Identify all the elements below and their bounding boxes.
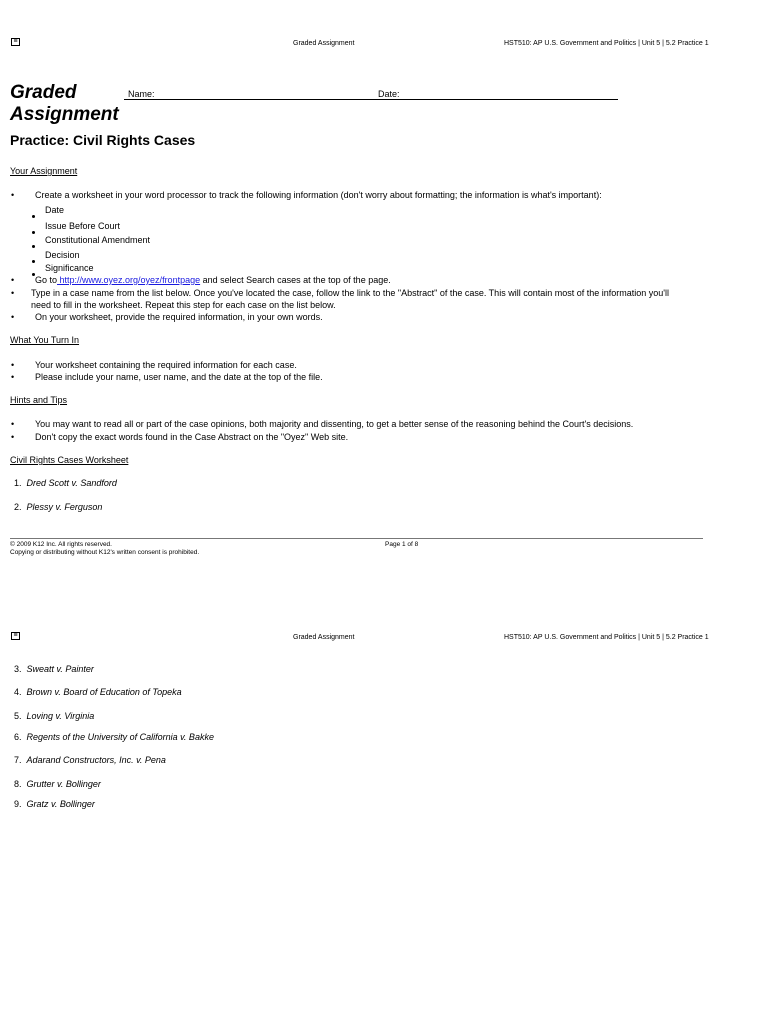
header-course: HST510: AP U.S. Government and Politics | Unit 5 | 5.2 Practice 1 — [504, 634, 709, 641]
footer-copyright: © 2009 K12 Inc. All rights reserved. — [10, 541, 112, 548]
header-doc-type: Graded Assignment — [293, 634, 355, 641]
turn-in-item: Please include your name, user name, and the date at the top of the file. — [35, 372, 323, 382]
step-type-case-line1: Type in a case name from the list below. Once you've located the case, follow the link to the "Abstract" of the case. This will contain most of the information you'll — [31, 288, 669, 298]
case-item: 7. Adarand Constructors, Inc. v. Pena — [14, 755, 166, 765]
case-item: 2. Plessy v. Ferguson — [14, 502, 103, 512]
header-course: HST510: AP U.S. Government and Politics | Unit 5 | 5.2 Practice 1 — [504, 40, 709, 47]
hints-heading: Hints and Tips — [10, 395, 68, 405]
sub-item-amendment: Constitutional Amendment — [45, 235, 151, 245]
your-assignment-heading: Your Assignment — [10, 166, 78, 176]
bullet: • — [11, 275, 15, 285]
bullet: • — [11, 360, 15, 370]
bullet: • — [11, 432, 15, 442]
date-field[interactable] — [376, 99, 618, 100]
footer-divider — [10, 538, 703, 539]
turn-in-heading: What You Turn In — [10, 335, 80, 345]
bullet: • — [11, 372, 15, 382]
sub-item-date: Date — [45, 205, 65, 215]
hint-item: You may want to read all or part of the case opinions, both majority and dissenting, to get a better sense of the reasoning behind the Court's decisions. — [35, 419, 634, 429]
subtitle: Practice: Civil Rights Cases — [10, 132, 196, 148]
turn-in-item: Your worksheet containing the required information for each case. — [35, 360, 297, 370]
bullet: • — [11, 312, 15, 322]
step-own-words: On your worksheet, provide the required information, in your own words. — [35, 312, 323, 322]
footer-notice: Copying or distributing without K12's written consent is prohibited. — [10, 549, 200, 556]
step-type-case-line2: need to fill in the worksheet. Repeat this step for each case on the list below. — [31, 300, 336, 310]
document-icon: ≡ — [11, 38, 20, 46]
name-field[interactable] — [124, 99, 376, 100]
hint-item: Don't copy the exact words found in the Case Abstract on the "Oyez" Web site. — [35, 432, 349, 442]
bullet: • — [11, 288, 15, 298]
bullet: • — [11, 419, 15, 429]
step-go-to: Go to http://www.oyez.org/oyez/frontpage and select Search cases at the top of the page. — [35, 275, 391, 285]
case-item: 3. Sweatt v. Painter — [14, 664, 94, 674]
header-doc-type: Graded Assignment — [293, 40, 355, 47]
case-item: 8. Grutter v. Bollinger — [14, 779, 101, 789]
sub-item-issue: Issue Before Court — [45, 221, 121, 231]
page-title-line1: Graded — [10, 82, 77, 103]
name-label: Name: — [128, 89, 155, 99]
document-icon: ≡ — [11, 632, 20, 640]
bullet: • — [11, 190, 15, 200]
date-label: Date: — [378, 89, 400, 99]
case-item: 5. Loving v. Virginia — [14, 711, 95, 721]
sub-item-decision: Decision — [45, 250, 80, 260]
assignment-intro: Create a worksheet in your word processor to track the following information (don't worry about formatting; the information is what's important): — [35, 190, 602, 200]
case-item: 9. Gratz v. Bollinger — [14, 799, 95, 809]
case-item: 1. Dred Scott v. Sandford — [14, 478, 117, 488]
oyez-link[interactable]: http://www.oyez.org/oyez/frontpage — [57, 275, 201, 285]
footer-page-number: Page 1 of 8 — [385, 541, 419, 548]
page-title-line2: Assignment — [10, 104, 119, 125]
case-item: 4. Brown v. Board of Education of Topeka — [14, 687, 182, 697]
case-item: 6. Regents of the University of California v. Bakke — [14, 732, 214, 742]
sub-item-significance: Significance — [45, 263, 94, 273]
worksheet-heading: Civil Rights Cases Worksheet — [10, 455, 129, 465]
